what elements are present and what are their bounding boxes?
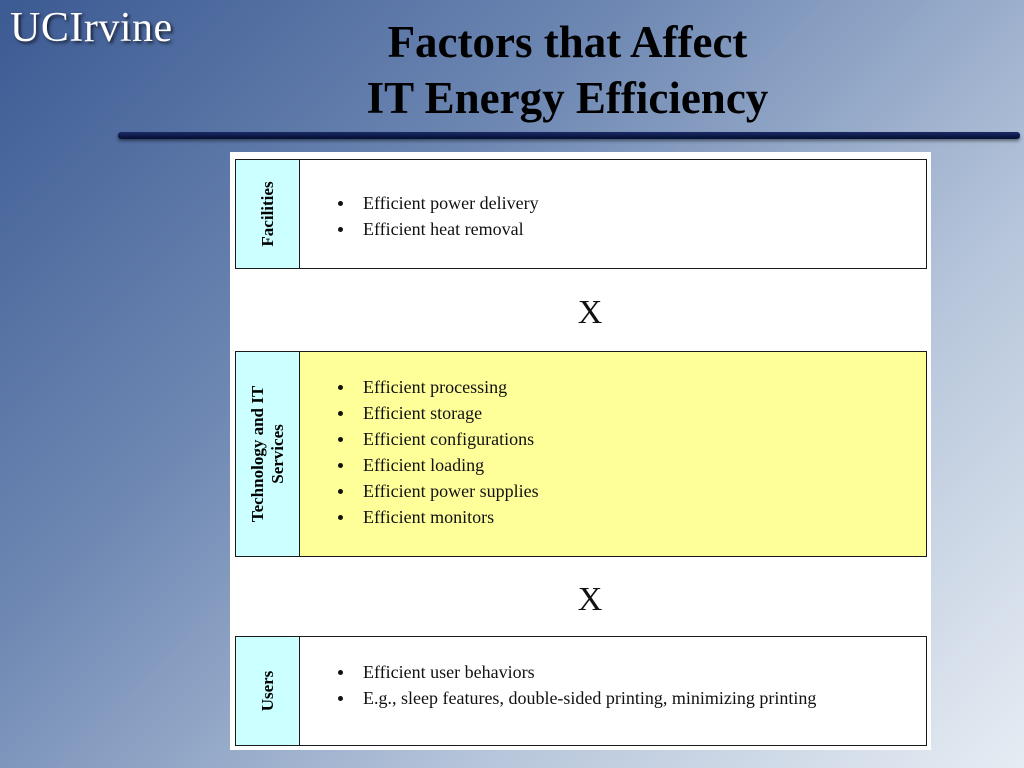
list-item: Efficient monitors — [300, 504, 926, 530]
factors-table — [230, 152, 931, 750]
content-cell — [300, 637, 926, 745]
row-users — [235, 636, 927, 746]
bullet-list — [300, 659, 926, 711]
side-label-users: Users — [257, 670, 277, 712]
title-divider — [118, 132, 1020, 139]
title-line-2: IT Energy Efficiency — [366, 73, 769, 123]
list-item: Efficient processing — [300, 374, 926, 400]
list-item: Efficient heat removal — [300, 216, 926, 242]
content-cell — [300, 352, 926, 556]
bullet-list — [300, 190, 926, 242]
list-item: E.g., sleep features, double-sided printing, minimizing printing — [300, 685, 926, 711]
list-item: Efficient user behaviors — [300, 659, 926, 685]
ucirvine-logo: UCIrvine — [10, 5, 173, 51]
side-label-facilities: Facilities — [257, 181, 277, 247]
side-label-technology — [248, 386, 288, 522]
multiply-symbol: X — [577, 294, 603, 331]
side-label-cell — [236, 637, 300, 745]
row-technology — [235, 351, 927, 557]
row-facilities — [235, 159, 927, 269]
bullet-list — [300, 374, 926, 530]
side-label-line: Technology and IT — [247, 385, 267, 523]
side-label-line: Services — [267, 424, 287, 484]
side-label-cell — [236, 352, 300, 556]
list-item: Efficient loading — [300, 452, 926, 478]
list-item: Efficient power delivery — [300, 190, 926, 216]
multiply-symbol: X — [577, 581, 603, 618]
list-item: Efficient power supplies — [300, 478, 926, 504]
list-item: Efficient storage — [300, 400, 926, 426]
slide-title — [300, 14, 835, 126]
content-cell — [300, 160, 926, 268]
side-label-cell — [236, 160, 300, 268]
title-line-1: Factors that Affect — [387, 17, 748, 67]
list-item: Efficient configurations — [300, 426, 926, 452]
